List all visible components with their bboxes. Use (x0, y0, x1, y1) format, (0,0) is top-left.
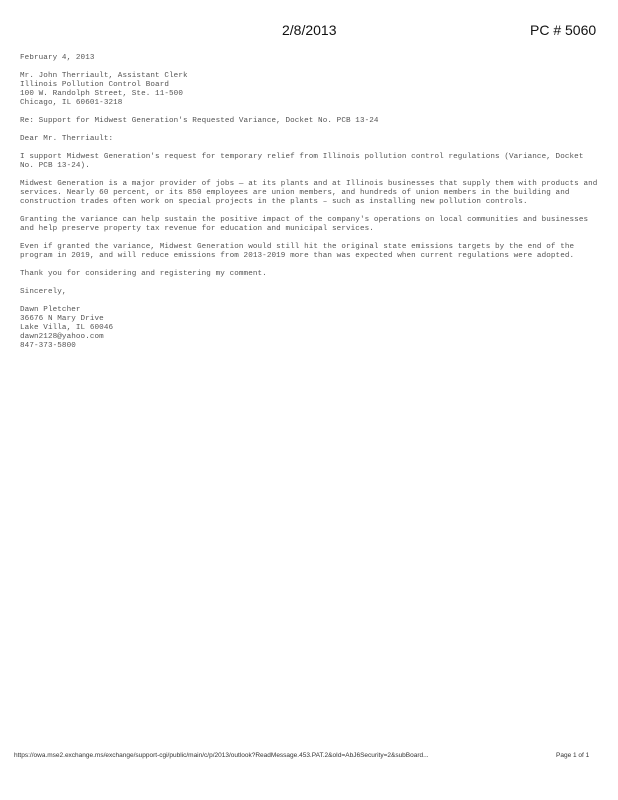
subject-line: Re: Support for Midwest Generation's Requested Variance, Docket No. PCB 13-24 (20, 117, 379, 125)
recipient-line: 100 W. Randolph Street, Ste. 11-500 (20, 90, 183, 98)
paragraph: Granting the variance can help sustain the positive impact of the company's operations on local communities and businesses and help preserve property tax revenue for education and municipal services. (20, 216, 589, 233)
paragraph: Thank you for considering and registering my comment. (20, 270, 267, 278)
signature-city: Lake Villa, IL 60046 (20, 324, 114, 332)
header-date: 2/8/2013 (282, 22, 337, 38)
paragraph: I support Midwest Generation's request for temporary relief from Illinois pollution control regulations (Variance, Docket No. PCB 13-24). (20, 153, 584, 170)
recipient-address (20, 72, 600, 108)
signature-phone: 847-373-5800 (20, 342, 76, 350)
salutation: Dear Mr. Therriault: (20, 135, 114, 143)
closing: Sincerely, (20, 288, 67, 296)
header-pc-number: PC # 5060 (530, 22, 597, 38)
letter-body (20, 54, 600, 360)
footer-page-number: Page 1 of 1 (556, 752, 590, 759)
recipient-line: Chicago, IL 60601-3218 (20, 99, 123, 107)
recipient-line: Mr. John Therriault, Assistant Clerk (20, 72, 188, 80)
signature-street: 36676 N Mary Drive (20, 315, 104, 323)
signature-name: Dawn Pletcher (20, 306, 81, 314)
footer-url: https://owa.mse2.exchange.ms/exchange/support-cgi/public/main/c/p/2013/outlook?ReadMessage.453.PAT.2&oId=AbJ6Security=2&subBoard... (14, 752, 429, 759)
paragraph: Midwest Generation is a major provider of jobs — at its plants and at Illinois businesses that supply them with products and services. Nearly 60 percent, or its 850 employees are union members, and hundreds of union members in the building and construction trades often work on special projects in the plants – such as installing new pollution controls. (20, 180, 598, 206)
paragraph: Even if granted the variance, Midwest Generation would still hit the original state emissions targets by the end of the program in 2019, and will reduce emissions from 2013-2019 more than was expected when current regulations were adopted. (20, 243, 575, 260)
signature-block (20, 306, 600, 351)
recipient-line: Illinois Pollution Control Board (20, 81, 170, 89)
letter-date: February 4, 2013 (20, 54, 95, 62)
signature-email: dawn2128@yahoo.com (20, 333, 104, 341)
